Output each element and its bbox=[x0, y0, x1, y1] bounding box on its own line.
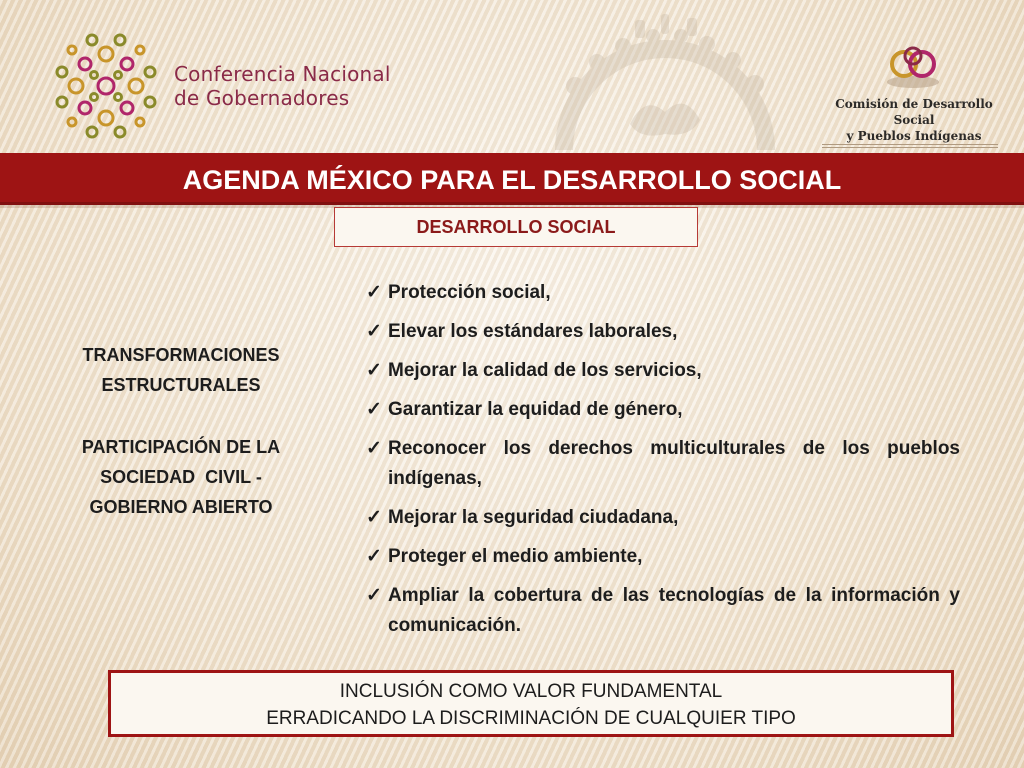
community-globe-artwork bbox=[535, 14, 795, 150]
left-column bbox=[52, 340, 310, 522]
left-column-gap bbox=[52, 400, 310, 432]
checklist-item-text: Garantizar la equidad de género, bbox=[388, 399, 683, 420]
check-icon: ✓ bbox=[366, 321, 382, 342]
checklist-item bbox=[366, 317, 960, 347]
checklist-item bbox=[366, 434, 960, 494]
cdsi-org-name bbox=[814, 96, 1014, 144]
check-icon: ✓ bbox=[366, 282, 382, 303]
left-block2-line1: PARTICIPACIÓN DE LA bbox=[81, 437, 281, 457]
title-band bbox=[0, 153, 1024, 205]
checklist-item-text: Proteger el medio ambiente, bbox=[388, 546, 643, 567]
check-icon: ✓ bbox=[366, 438, 382, 459]
checklist-item-text: Mejorar la calidad de los servicios, bbox=[388, 360, 702, 381]
checklist-item bbox=[366, 395, 960, 425]
left-block2-line3: GOBIERNO ABIERTO bbox=[89, 497, 273, 517]
checklist-item-text: Elevar los estándares laborales, bbox=[388, 321, 678, 342]
check-icon: ✓ bbox=[366, 546, 382, 567]
cng-org-name bbox=[174, 62, 391, 110]
check-icon: ✓ bbox=[366, 507, 382, 528]
checklist-item-text: Ampliar la cobertura de las tecnologías de la información y comunicación. bbox=[388, 585, 960, 636]
checklist-item bbox=[366, 581, 960, 641]
cdsi-org-name-line2: y Pueblos Indígenas bbox=[846, 129, 982, 143]
cdsi-emblem-logo bbox=[878, 42, 948, 90]
subtitle-box bbox=[334, 207, 698, 247]
checklist bbox=[366, 278, 960, 650]
checklist-item-text: Reconocer los derechos multiculturales de los pueblos indígenas, bbox=[388, 438, 960, 489]
cdsi-org-name-line1: Comisión de Desarrollo Social bbox=[835, 97, 993, 127]
check-icon: ✓ bbox=[366, 360, 382, 381]
checklist-item bbox=[366, 542, 960, 572]
cng-swirl-logo bbox=[52, 30, 160, 142]
check-icon: ✓ bbox=[366, 399, 382, 420]
slide-title: AGENDA MÉXICO PARA EL DESARROLLO SOCIAL bbox=[182, 165, 842, 195]
cng-org-name-line1: Conferencia Nacional bbox=[174, 62, 391, 86]
checklist-item-text: Mejorar la seguridad ciudadana, bbox=[388, 507, 679, 528]
cng-org-name-line2: de Gobernadores bbox=[174, 86, 350, 110]
left-block1-line1: TRANSFORMACIONES bbox=[82, 345, 280, 365]
header-divider bbox=[822, 144, 998, 148]
checklist-item bbox=[366, 356, 960, 386]
inclusion-line1: INCLUSIÓN COMO VALOR FUNDAMENTAL bbox=[339, 681, 723, 702]
inclusion-box bbox=[108, 670, 954, 737]
checklist-item bbox=[366, 278, 960, 308]
slide-subtitle: DESARROLLO SOCIAL bbox=[416, 217, 616, 237]
checklist-item-text: Protección social, bbox=[388, 282, 551, 303]
left-block1-line2: ESTRUCTURALES bbox=[101, 375, 261, 395]
checklist-item bbox=[366, 503, 960, 533]
left-block2-line2: SOCIEDAD CIVIL - bbox=[100, 467, 262, 487]
check-icon: ✓ bbox=[366, 585, 382, 606]
inclusion-line2: ERRADICANDO LA DISCRIMINACIÓN DE CUALQUIER TIPO bbox=[266, 708, 796, 729]
